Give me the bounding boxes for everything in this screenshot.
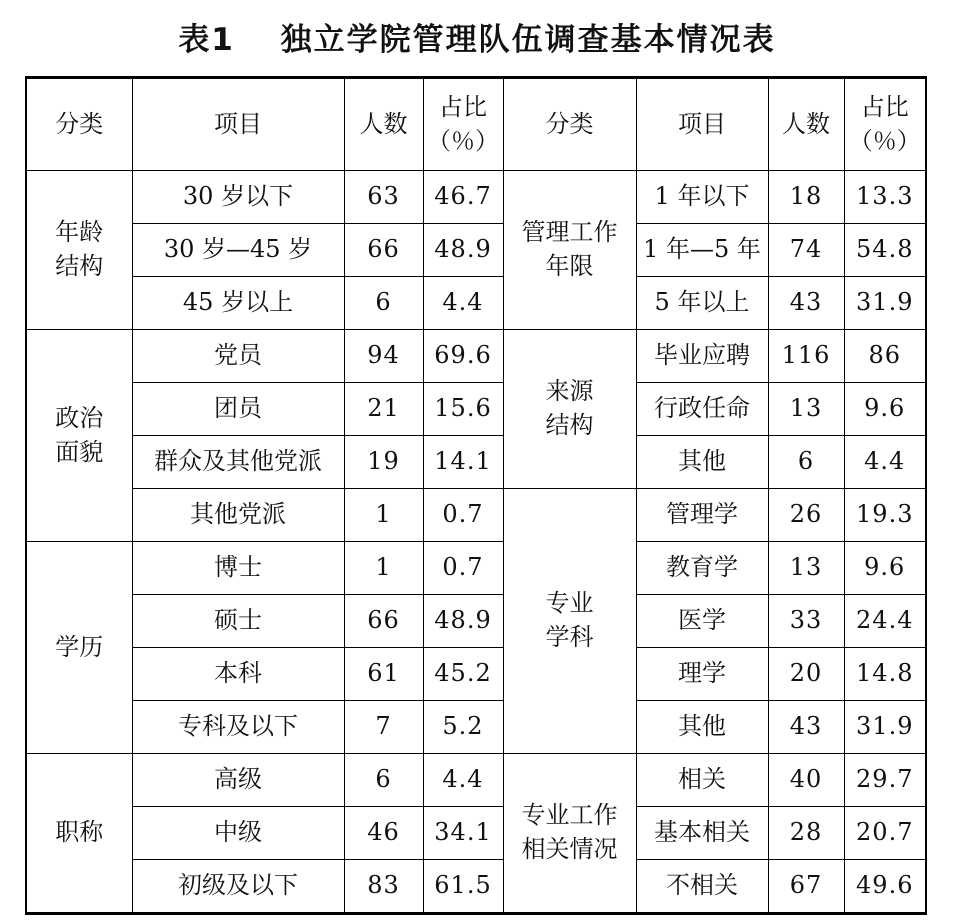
header-percent-label: 占比 [439,92,487,121]
left-item-cell: 45 岁以上 [132,277,344,330]
right-item-cell: 理学 [636,648,768,701]
right-count-cell: 13 [768,383,844,436]
left-group-name: 学历 [55,632,104,661]
right-percent-cell: 49.6 [844,860,926,914]
header-category: 分类 [503,78,636,171]
left-item-cell: 专科及以下 [132,701,344,754]
right-percent-cell: 9.6 [844,542,926,595]
left-group-cell [26,754,132,914]
table-row [26,542,926,595]
right-count-cell: 6 [768,436,844,489]
left-percent-cell: 46.7 [423,171,503,224]
table-row [26,436,926,489]
table-row [26,330,926,383]
header-category: 分类 [26,78,132,171]
right-percent-cell: 14.8 [844,648,926,701]
left-item-cell: 党员 [132,330,344,383]
right-percent-cell: 13.3 [844,171,926,224]
right-item-cell: 不相关 [636,860,768,914]
right-group-cell [503,489,636,754]
left-item-cell: 其他党派 [132,489,344,542]
right-percent-cell: 20.7 [844,807,926,860]
left-item-cell: 30 岁以下 [132,171,344,224]
right-group-name: 学科 [545,623,594,651]
right-count-cell: 33 [768,595,844,648]
header-percent-label: 占比 [860,92,909,121]
left-item-cell: 初级及以下 [132,860,344,914]
left-item-cell: 博士 [132,542,344,595]
left-group-name: 职称 [55,818,104,847]
table-title: 表1 独立学院管理队伍调查基本情况表 [178,22,776,58]
right-item-cell: 毕业应聘 [636,330,768,383]
header-row [26,78,926,171]
left-group-name: 结构 [55,252,104,280]
left-count-cell: 83 [344,860,423,914]
right-percent-cell: 29.7 [844,754,926,807]
right-count-cell: 43 [768,701,844,754]
left-item-cell: 本科 [132,648,344,701]
right-group-cell [503,754,636,914]
header-percent-unit: （％） [427,126,499,155]
left-count-cell: 6 [344,277,423,330]
right-count-cell: 67 [768,860,844,914]
right-percent-cell: 54.8 [844,224,926,277]
left-count-cell: 66 [344,595,423,648]
left-group-name: 面貌 [55,437,104,466]
right-item-cell: 其他 [636,436,768,489]
left-percent-cell: 15.6 [423,383,503,436]
right-group-cell [503,171,636,330]
left-percent-cell: 61.5 [423,860,503,914]
left-count-cell: 63 [344,171,423,224]
right-group-name: 专业 [545,589,594,618]
table-row [26,860,926,914]
table-row [26,701,926,754]
survey-table [25,76,927,915]
right-item-cell: 行政任命 [636,383,768,436]
right-group-name: 年限 [545,252,594,280]
right-count-cell: 13 [768,542,844,595]
left-item-cell: 中级 [132,807,344,860]
right-count-cell: 43 [768,277,844,330]
right-count-cell: 116 [768,330,844,383]
left-percent-cell: 45.2 [423,648,503,701]
right-percent-cell: 4.4 [844,436,926,489]
left-percent-cell: 0.7 [423,489,503,542]
left-percent-cell: 48.9 [423,595,503,648]
right-count-cell: 28 [768,807,844,860]
right-item-cell: 管理学 [636,489,768,542]
left-percent-cell: 34.1 [423,807,503,860]
header-percent-unit: （％） [848,126,921,155]
header-count: 人数 [344,78,423,171]
left-item-cell: 高级 [132,754,344,807]
right-count-cell: 18 [768,171,844,224]
left-count-cell: 21 [344,383,423,436]
table-row [26,224,926,277]
header-item: 项目 [132,78,344,171]
right-percent-cell: 31.9 [844,701,926,754]
right-count-cell: 26 [768,489,844,542]
left-item-cell: 30 岁—45 岁 [132,224,344,277]
left-count-cell: 94 [344,330,423,383]
left-count-cell: 46 [344,807,423,860]
left-group-name: 政治 [55,403,104,432]
left-count-cell: 7 [344,701,423,754]
right-group-name: 相关情况 [521,835,618,863]
left-item-cell: 群众及其他党派 [132,436,344,489]
left-count-cell: 1 [344,542,423,595]
right-item-cell: 教育学 [636,542,768,595]
header-percent [844,78,926,171]
table-row [26,489,926,542]
right-group-cell [503,330,636,489]
left-group-cell [26,171,132,330]
left-count-cell: 66 [344,224,423,277]
left-percent-cell: 69.6 [423,330,503,383]
right-group-name: 专业工作 [521,801,618,830]
right-count-cell: 20 [768,648,844,701]
left-percent-cell: 4.4 [423,277,503,330]
right-group-name: 来源 [545,377,594,406]
left-group-cell [26,330,132,542]
left-count-cell: 1 [344,489,423,542]
table-row [26,277,926,330]
header-item: 项目 [636,78,768,171]
left-count-cell: 61 [344,648,423,701]
right-percent-cell: 19.3 [844,489,926,542]
right-percent-cell: 86 [844,330,926,383]
left-count-cell: 19 [344,436,423,489]
table-row [26,807,926,860]
right-item-cell: 1 年以下 [636,171,768,224]
left-item-cell: 硕士 [132,595,344,648]
right-count-cell: 74 [768,224,844,277]
table-row [26,595,926,648]
left-count-cell: 6 [344,754,423,807]
right-item-cell: 其他 [636,701,768,754]
right-item-cell: 基本相关 [636,807,768,860]
right-item-cell: 相关 [636,754,768,807]
left-percent-cell: 4.4 [423,754,503,807]
right-group-name: 管理工作 [521,218,618,247]
table-row [26,648,926,701]
right-item-cell: 5 年以上 [636,277,768,330]
left-percent-cell: 0.7 [423,542,503,595]
table-row [26,171,926,224]
left-percent-cell: 5.2 [423,701,503,754]
right-percent-cell: 31.9 [844,277,926,330]
right-percent-cell: 24.4 [844,595,926,648]
table-row [26,383,926,436]
left-group-cell [26,542,132,754]
header-count: 人数 [768,78,844,171]
left-percent-cell: 48.9 [423,224,503,277]
right-count-cell: 40 [768,754,844,807]
right-percent-cell: 9.6 [844,383,926,436]
table-row [26,754,926,807]
left-group-name: 年龄 [55,218,104,247]
header-percent [423,78,503,171]
right-item-cell: 1 年—5 年 [636,224,768,277]
left-item-cell: 团员 [132,383,344,436]
left-percent-cell: 14.1 [423,436,503,489]
right-group-name: 结构 [545,411,594,439]
right-item-cell: 医学 [636,595,768,648]
